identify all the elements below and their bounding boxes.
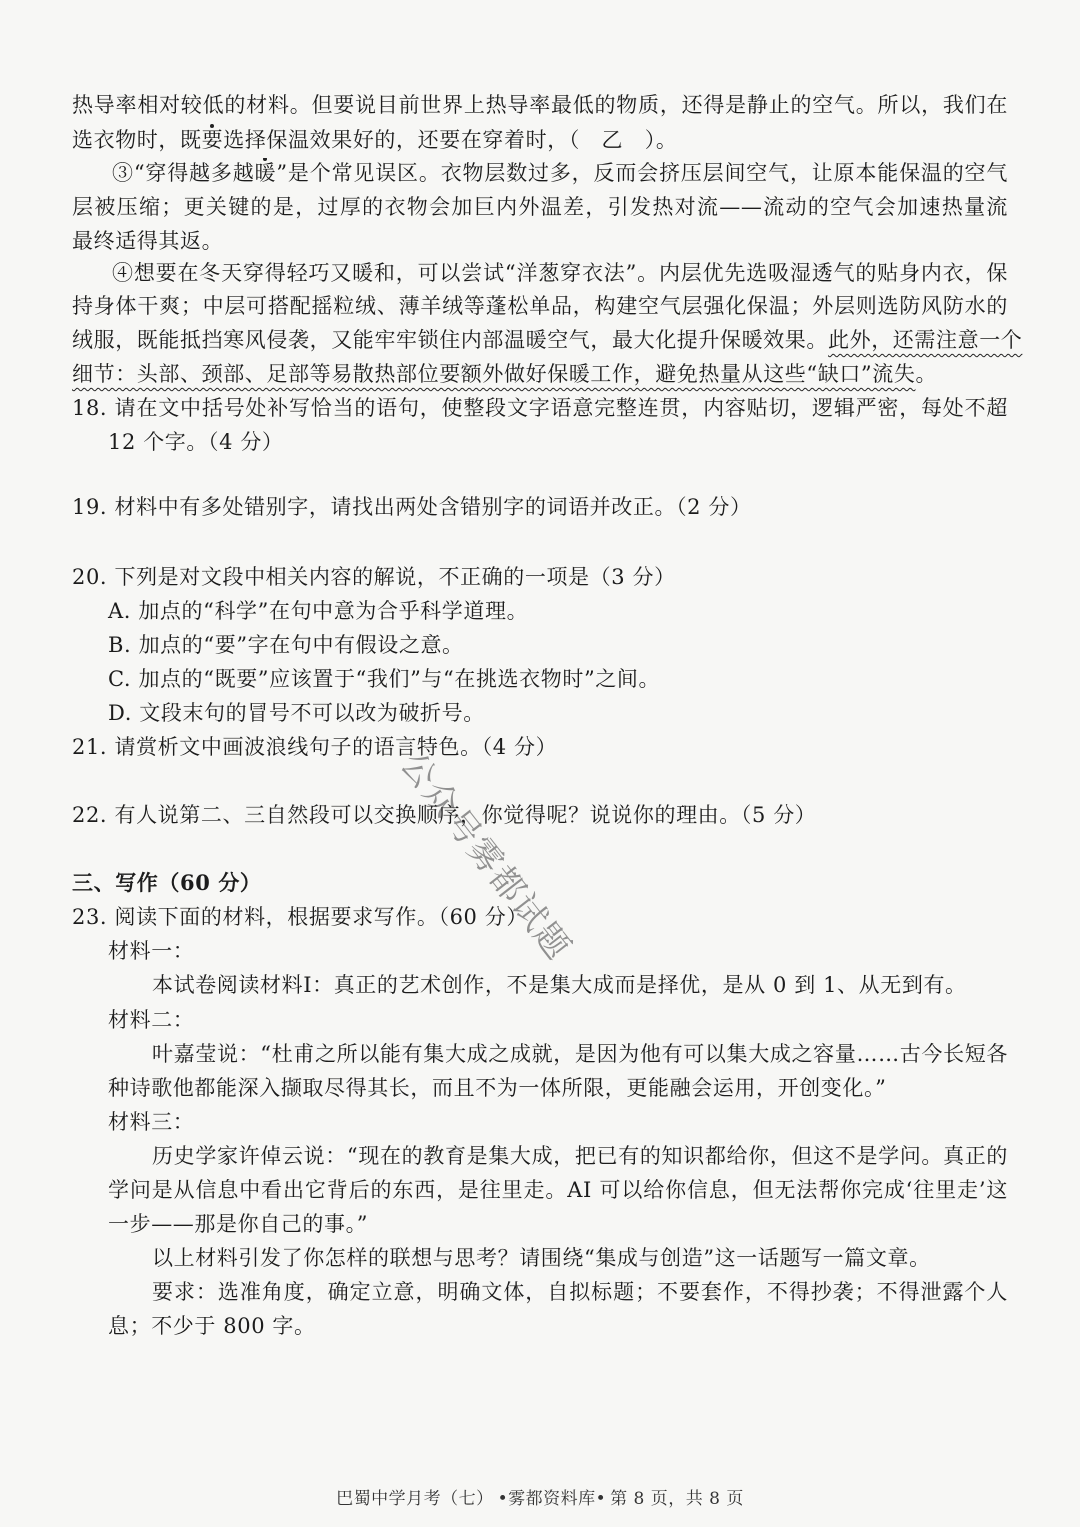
wavy-underlined-sentence: 此外，还需注意一个	[828, 328, 1023, 352]
question-21: 21. 请赏析文中画波浪线句子的语言特色。（4 分）	[72, 735, 558, 759]
material-label: 材料三：	[108, 1110, 195, 1134]
option-c: C. 加点的“既要”应该置于“我们”与“在挑选衣物时”之间。	[108, 667, 661, 691]
footer-source: •雾都资料库•	[497, 1489, 607, 1509]
page-footer	[0, 1484, 1080, 1509]
question-18-cont: 12 个字。（4 分）	[108, 430, 284, 454]
option-a: A. 加点的“科学”在句中意为合乎科学道理。	[108, 599, 529, 623]
emphasis-dot-char: 要	[201, 128, 224, 152]
passage-line: 持身体干爽；中层可搭配摇粒绒、薄羊绒等蓬松单品，构建空气层强化保温；外层则选防风防水的	[72, 294, 1008, 318]
passage-line: 最终适得其返。	[72, 229, 224, 253]
passage-line: 绒服，既能抵挡寒风侵袭，又能牢牢锁住内部温暖空气，最大化提升保暖效果。此外，还需注意一个	[72, 328, 1023, 352]
passage-line: ③“穿得越多越暖”是个常见误区。衣物层数过多，反而会挤压层间空气，让原本能保温的空气	[112, 161, 1008, 185]
material-text: 一步——那是你自己的事。”	[108, 1212, 369, 1236]
material-label: 材料二：	[108, 1008, 195, 1032]
footer-page: 第 8 页，共 8 页	[610, 1489, 744, 1509]
question-20: 20. 下列是对文段中相关内容的解说，不正确的一项是（3 分）	[72, 565, 676, 589]
passage-line: 细节：头部、颈部、足部等易散热部位要额外做好保暖工作，避免热量从这些“缺口”流失。	[72, 362, 938, 386]
question-18: 18. 请在文中括号处补写恰当的语句，使整段文字语意完整连贯，内容贴切，逻辑严密，每处不超	[72, 396, 1008, 420]
option-b: B. 加点的“要”字在句中有假设之意。	[108, 633, 464, 657]
passage-line: ④想要在冬天穿得轻巧又暖和，可以尝试“洋葱穿衣法”。内层优先选吸湿透气的贴身内衣，保	[112, 261, 1008, 285]
material-text: 本试卷阅读材料Ⅰ：真正的艺术创作，不是集大成而是择优，是从 0 到 1、从无到有。	[152, 973, 967, 997]
question-19: 19. 材料中有多处错别字，请找出两处含错别字的词语并改正。（2 分）	[72, 495, 752, 519]
passage-line: 选衣物时，既要选择保温效果好的，还要在穿着时，（ 乙 ）。	[72, 128, 678, 152]
material-label: 材料一：	[108, 939, 195, 963]
option-d: D. 文段末句的冒号不可以改为破折号。	[108, 701, 485, 725]
material-text: 历史学家许倬云说：“现在的教育是集大成，把已有的知识都给你，但这不是学问。真正的	[152, 1144, 1008, 1168]
writing-prompt: 以上材料引发了你怎样的联想与思考？请围绕“集成与创造”这一话题写一篇文章。	[152, 1246, 931, 1270]
question-22: 22. 有人说第二、三自然段可以交换顺序，你觉得呢？说说你的理由。（5 分）	[72, 803, 817, 827]
wavy-underlined-sentence: 细节：头部、颈部、足部等易散热部位要额外做好保暖工作，避免热量从这些“缺口”流失	[72, 362, 916, 386]
footer-school: 巴蜀中学月考（七）	[336, 1489, 494, 1509]
question-23: 23. 阅读下面的材料，根据要求写作。（60 分）	[72, 905, 528, 929]
passage-line: 热导率相对较低的材料。但要说目前世界上热导率最低的物质，还得是静止的空气。所以，我们在	[72, 93, 1008, 117]
material-text: 叶嘉莹说：“杜甫之所以能有集大成之成就，是因为他有可以集大成之容量……古今长短各	[152, 1042, 1008, 1066]
writing-requirements: 要求：选准角度，确定立意，明确文体，自拟标题；不要套作，不得抄袭；不得泄露个人	[152, 1280, 1008, 1304]
emphasis-dot-char: 暖	[254, 161, 277, 185]
watermark: 公众号雾都试题	[392, 744, 579, 969]
section-heading: 三、写作（60 分）	[72, 870, 262, 895]
material-text: 种诗歌他都能深入撷取尽得其长，而且不为一体所限，更能融会运用，开创变化。”	[108, 1076, 887, 1100]
writing-requirements-cont: 息；不少于 800 字。	[108, 1314, 316, 1338]
material-text: 学问是从信息中看出它背后的东西，是往里走。AI 可以给你信息，但无法帮你完成‘往里走’这	[108, 1178, 1008, 1202]
passage-line: 层被压缩；更关键的是，过厚的衣物会加巨内外温差，引发热对流——流动的空气会加速热量流	[72, 195, 1008, 219]
